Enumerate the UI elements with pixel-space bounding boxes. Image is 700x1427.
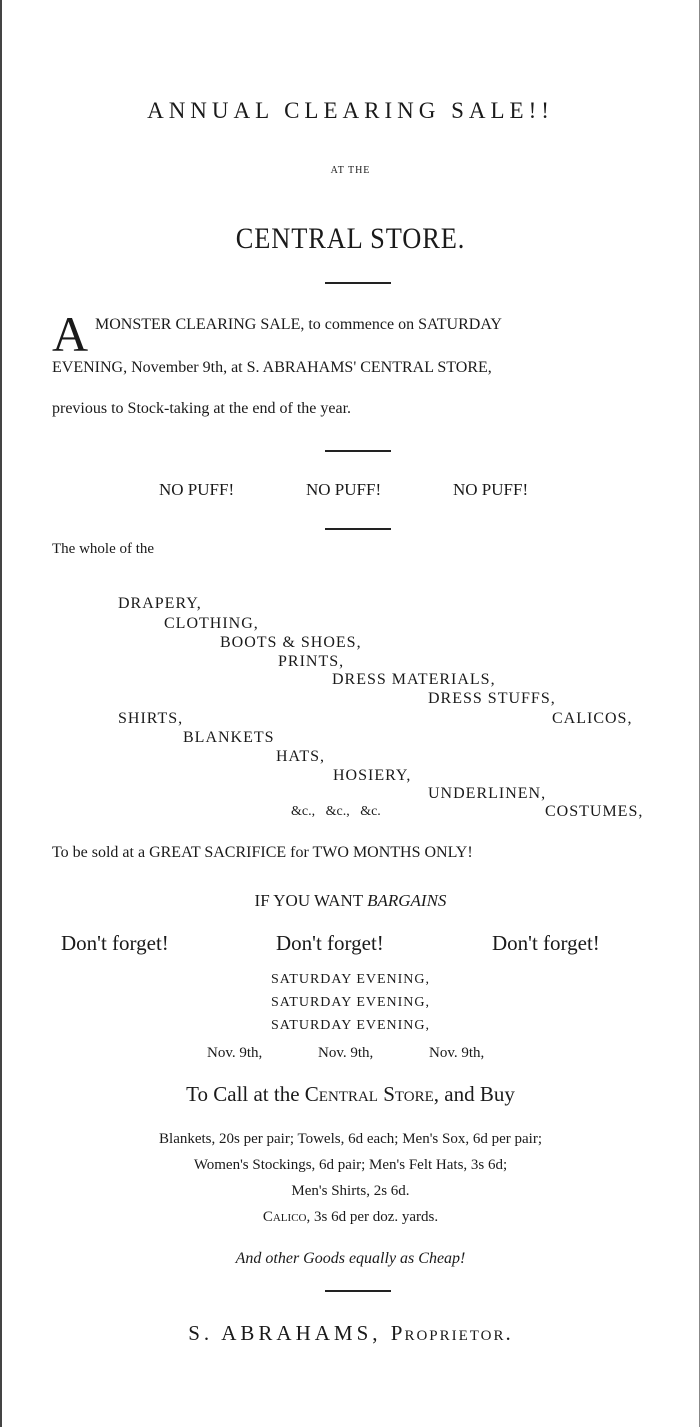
no-puff-2: NO PUFF! (306, 480, 382, 499)
goods-prints: PRINTS, (278, 653, 345, 670)
saturday-evening-3: SATURDAY EVENING, (270, 1018, 431, 1033)
goods-etc: &c., &c., &c. (291, 804, 381, 819)
no-puff-3: NO PUFF! (453, 480, 529, 499)
divider-rule (325, 282, 391, 284)
goods-drapery: DRAPERY, (118, 595, 202, 612)
no-puff-1: NO PUFF! (159, 480, 235, 499)
price-line-1: Blankets, 20s per pair; Towels, 6d each; Men's Sox, 6d per pair; (159, 1131, 542, 1147)
goods-blankets: BLANKETS (183, 729, 275, 746)
goods-clothing: CLOTHING, (164, 615, 259, 632)
price-line-calico (2, 1209, 699, 1226)
goods-hats: HATS, (276, 748, 326, 765)
proprietor-line (2, 1321, 699, 1346)
sale-line: To be sold at a GREAT SACRIFICE for TWO MONTHS ONLY! (52, 844, 473, 861)
want-prefix: IF YOU WANT (254, 891, 368, 910)
drop-cap: A (52, 306, 89, 362)
call-suffix: , and Buy (433, 1082, 515, 1106)
price-line-3: Men's Shirts, 2s 6d. (291, 1183, 410, 1199)
announcement-line-3: previous to Stock-taking at the end of the year. (52, 400, 352, 417)
dont-forget-1: Don't forget! (61, 931, 169, 955)
goods-underlinen: UNDERLINEN, (428, 785, 547, 802)
headline: ANNUAL CLEARING SALE!! (147, 98, 554, 123)
bargains-word: BARGAINS (367, 891, 447, 910)
divider-rule (325, 1290, 391, 1292)
goods-shirts: SHIRTS, (118, 710, 184, 727)
store-name: CENTRAL STORE. (235, 222, 466, 255)
proprietor-title: Proprietor. (390, 1321, 513, 1345)
divider-rule (325, 528, 391, 530)
price-line-2: Women's Stockings, 6d pair; Men's Felt Hats, 3s 6d; (193, 1157, 508, 1173)
saturday-evening-2: SATURDAY EVENING, (270, 995, 431, 1010)
saturday-evening-1: SATURDAY EVENING, (270, 972, 431, 987)
calico-price: , 3s 6d per doz. yards. (306, 1209, 439, 1225)
dont-forget-3: Don't forget! (492, 931, 600, 955)
goods-calicos: CALICOS, (552, 710, 633, 727)
announcement-line-2: EVENING, November 9th, at S. ABRAHAMS' CENTRAL STORE, (52, 359, 492, 376)
want-bargains (2, 891, 699, 911)
other-goods: And other Goods equally as Cheap! (235, 1250, 466, 1267)
at-the-label: AT THE (330, 165, 371, 176)
call-store: Central Store (304, 1082, 434, 1106)
divider-rule (325, 450, 391, 452)
goods-boots: BOOTS & SHOES, (220, 634, 362, 651)
goods-costumes: COSTUMES, (545, 803, 644, 820)
proprietor-name: S. ABRAHAMS, (188, 1321, 391, 1345)
nov-9th-3: Nov. 9th, (429, 1045, 485, 1061)
nov-9th-2: Nov. 9th, (318, 1045, 374, 1061)
call-line (2, 1082, 699, 1107)
nov-9th-1: Nov. 9th, (207, 1045, 263, 1061)
announcement-line-1: MONSTER CLEARING SALE, to commence on SATURDAY (95, 316, 502, 333)
goods-hosiery: HOSIERY, (333, 767, 412, 784)
goods-dress-stuffs: DRESS STUFFS, (428, 690, 556, 707)
whole-of-label: The whole of the (52, 541, 155, 557)
goods-dress-materials: DRESS MATERIALS, (332, 671, 496, 688)
calico-name: Calico (262, 1209, 307, 1225)
dont-forget-2: Don't forget! (276, 931, 384, 955)
call-prefix: To Call at the (186, 1082, 305, 1106)
